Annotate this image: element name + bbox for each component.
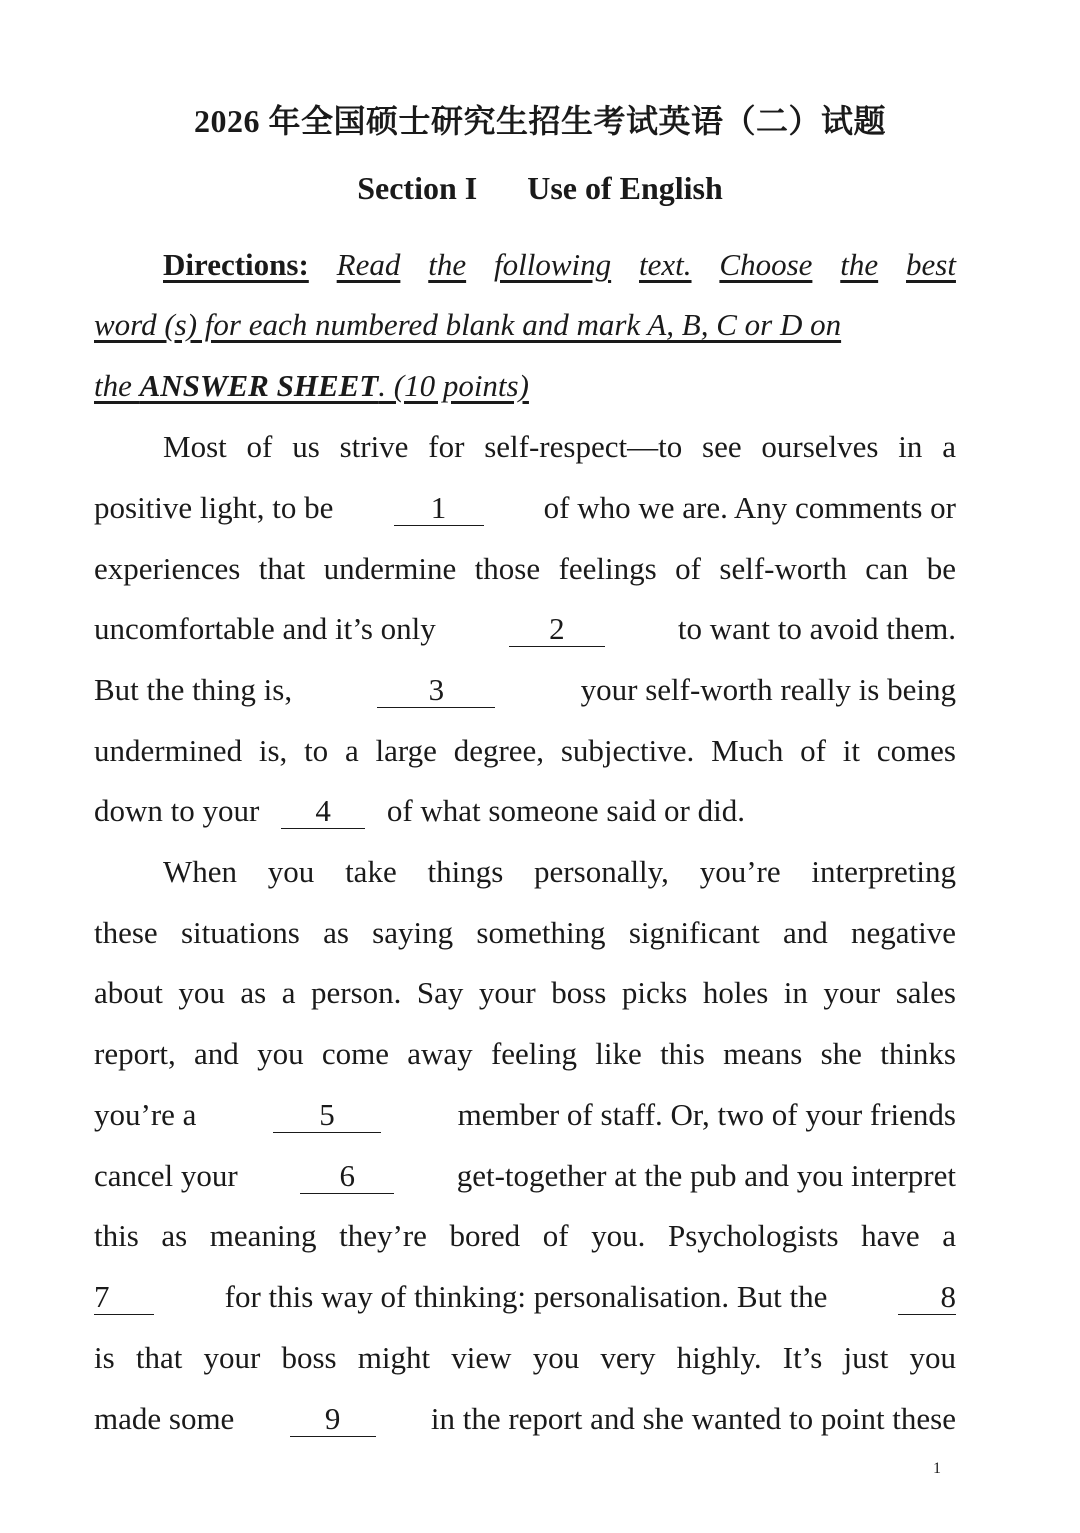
passage-line: these situations as saying something significant and negative [94,915,956,950]
passage-line: experiences that undermine those feelings of self-worth can be [94,551,956,586]
directions-label: Directions: [163,247,309,282]
passage-line [94,486,956,530]
passage-line: report, and you come away feeling like this means she thinks [94,1036,956,1071]
blank-1: 1 [394,491,484,526]
passage-line [94,1093,956,1137]
passage-line: Most of us strive for self-respect—to see ourselves in a [163,429,956,464]
directions-word: best [906,247,956,282]
passage-line [94,1275,956,1319]
passage-line: this as meaning they’re bored of you. Psychologists have a [94,1218,956,1253]
passage-text: for this way of thinking: personalisation. But the [224,1279,828,1314]
passage-text: you’re a [94,1097,197,1132]
blank-2: 2 [509,612,605,647]
passage-text: positive light, to be [94,490,334,525]
passage-text: of who we are. Any comments or [543,490,956,525]
passage-text: your self-worth really is being [580,672,956,707]
blank-8: 8 [898,1280,956,1315]
passage-line [94,668,956,712]
blank-7: 7 [94,1280,154,1315]
exam-title: 2026 年全国硕士研究生招生考试英语（二）试题 [193,103,886,139]
passage-text: But the thing is, [94,672,293,707]
blank-9: 9 [290,1402,376,1437]
directions-word: Read [336,247,401,282]
directions-text: the [94,368,140,403]
passage-line [94,607,956,651]
directions-word: the [428,247,467,282]
passage-text: of what someone said or did. [386,793,745,828]
passage-line: about you as a person. Say your boss picks holes in your sales [94,975,956,1010]
directions-line-1 [163,243,956,287]
blank-4: 4 [281,794,365,829]
directions-word: Choose [719,247,813,282]
blank-5: 5 [273,1098,381,1133]
passage-text: down to your [94,793,260,828]
section-name: Use of English [527,170,723,206]
section-title [0,170,1080,207]
directions-word: text. [639,247,692,282]
directions-word: the [840,247,879,282]
passage-text: made some [94,1401,235,1436]
directions-line-2: word (s) for each numbered blank and mark A, B, C or D on [94,307,842,342]
passage-line: undermined is, to a large degree, subjective. Much of it comes [94,733,956,768]
page-number: 1 [933,1460,941,1477]
passage-line: When you take things personally, you’re interpreting [163,854,956,889]
blank-3: 3 [377,673,495,708]
passage-text: in the report and she wanted to point these [430,1401,956,1436]
passage-line [94,1154,956,1198]
directions-line-3 [94,364,956,408]
passage-text: to want to avoid them. [677,611,956,646]
passage-line [94,1397,956,1441]
directions-word: following [494,247,612,282]
passage-line [94,789,956,833]
answer-sheet-label: ANSWER SHEET [139,368,379,403]
directions-text: . (10 points) [378,368,529,403]
passage-text: member of staff. Or, two of your friends [457,1097,956,1132]
passage-line: is that your boss might view you very highly. It’s just you [94,1340,956,1375]
passage-text: get-together at the pub and you interpret [456,1158,956,1193]
section-number: Section I [357,170,478,206]
blank-6: 6 [300,1159,394,1194]
passage-text: uncomfortable and it’s only [94,611,436,646]
passage-text: cancel your [94,1158,238,1193]
